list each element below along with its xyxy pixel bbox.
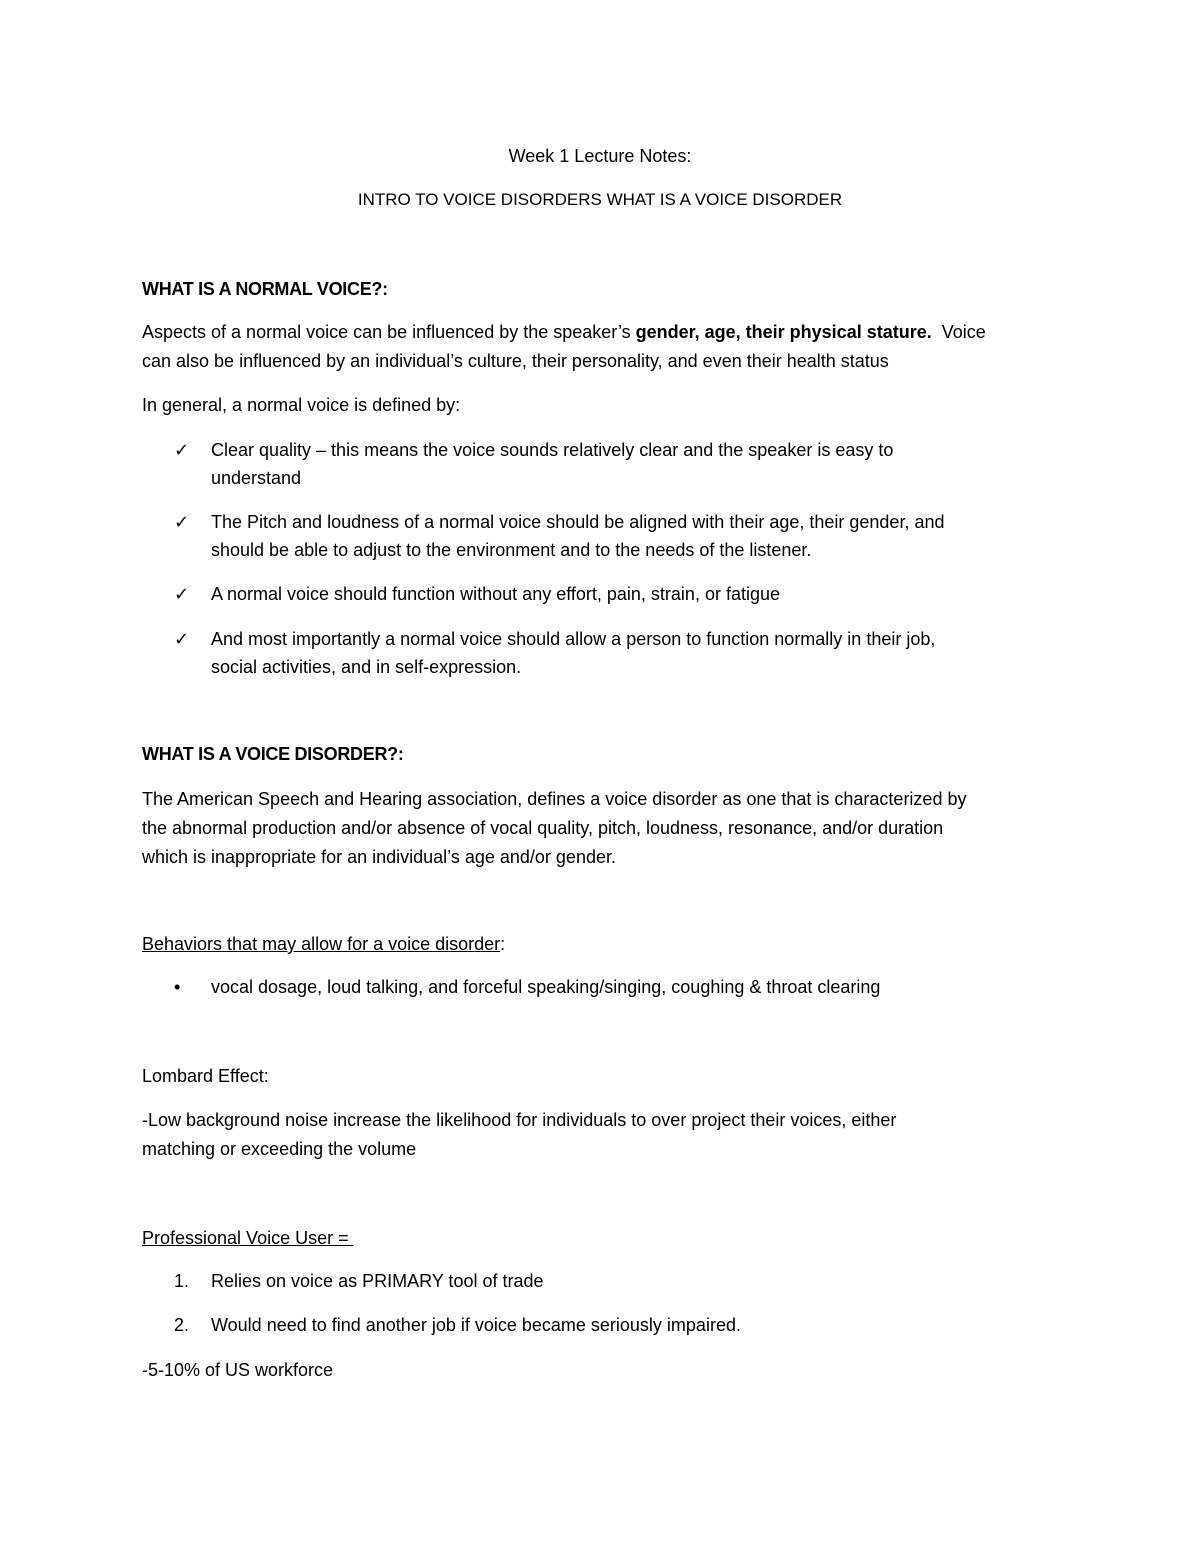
professional-heading-text: Professional Voice User = [142, 1228, 354, 1248]
behaviors-heading-suffix: : [500, 934, 506, 954]
checklist-item-line-2: should be able to adjust to the environment and to the needs of the listener. [211, 540, 812, 560]
checkmark-icon: ✓ [174, 512, 190, 532]
lombard-heading: Lombard Effect: [142, 1066, 269, 1086]
voice-disorder-paragraph-line-2: the abnormal production and/or absence of vocal quality, pitch, loudness, resonance, and/or duration [142, 818, 944, 838]
normal-voice-intro: In general, a normal voice is defined by: [142, 395, 461, 415]
bullet-icon: • [174, 977, 181, 997]
professional-heading [142, 1224, 1062, 1252]
list-number: 2. [174, 1315, 190, 1335]
normal-voice-paragraph-line-2: can also be influenced by an individual’s culture, their personality, and even their health status [142, 351, 889, 371]
checkmark-icon: ✓ [174, 629, 190, 649]
behaviors-heading-text: Behaviors that may allow for a voice disorder [142, 934, 501, 954]
document-title: Week 1 Lecture Notes: [508, 146, 692, 166]
checklist-item-line-1: And most importantly a normal voice should allow a person to function normally in their job, [211, 629, 936, 649]
checklist-item [142, 508, 1062, 564]
lombard-line-2: matching or exceeding the volume [142, 1139, 417, 1159]
numbered-list-item [142, 1311, 1062, 1339]
checklist-item-line-1: Clear quality – this means the voice sounds relatively clear and the speaker is easy to [211, 440, 894, 460]
section-heading-voice-disorder: WHAT IS A VOICE DISORDER?: [142, 744, 404, 764]
bullet-list-item [142, 973, 1062, 1001]
behaviors-heading [142, 930, 1062, 958]
voice-disorder-paragraph-line-1: The American Speech and Hearing association, defines a voice disorder as one that is characterized by [142, 789, 967, 809]
checklist-item [142, 625, 1062, 681]
paragraph-text: Aspects of a normal voice can be influenced by the speaker’s [142, 322, 636, 342]
checklist-item [142, 436, 1062, 492]
checklist-item-line-1: A normal voice should function without any effort, pain, strain, or fatigue [211, 584, 780, 604]
checkmark-icon: ✓ [174, 584, 190, 604]
paragraph-bold-text: gender, age, their physical stature. [635, 322, 932, 342]
document-subtitle: INTRO TO VOICE DISORDERS WHAT IS A VOICE DISORDER [357, 190, 843, 209]
bullet-list-item-text: vocal dosage, loud talking, and forceful speaking/singing, coughing & throat clearing [211, 977, 881, 997]
paragraph-text-end: Voice [931, 322, 986, 342]
voice-disorder-paragraph-line-3: which is inappropriate for an individual’s age and/or gender. [142, 847, 616, 867]
list-number: 1. [174, 1271, 190, 1291]
checklist-item [142, 580, 1062, 608]
numbered-list-item-text: Relies on voice as PRIMARY tool of trade [211, 1271, 544, 1291]
numbered-list-item-text: Would need to find another job if voice became seriously impaired. [211, 1315, 741, 1335]
numbered-list-item [142, 1267, 1062, 1295]
section-heading-normal-voice: WHAT IS A NORMAL VOICE?: [142, 279, 388, 299]
professional-footer: -5-10% of US workforce [142, 1360, 334, 1380]
lombard-line-1: -Low background noise increase the likelihood for individuals to over project their voices, either [142, 1110, 897, 1130]
checklist-item-line-1: The Pitch and loudness of a normal voice should be aligned with their age, their gender, and [211, 512, 945, 532]
normal-voice-paragraph-line-1 [142, 318, 1062, 346]
checkmark-icon: ✓ [174, 440, 190, 460]
checklist-item-line-2: social activities, and in self-expression. [211, 657, 522, 677]
checklist-item-line-2: understand [211, 468, 302, 488]
